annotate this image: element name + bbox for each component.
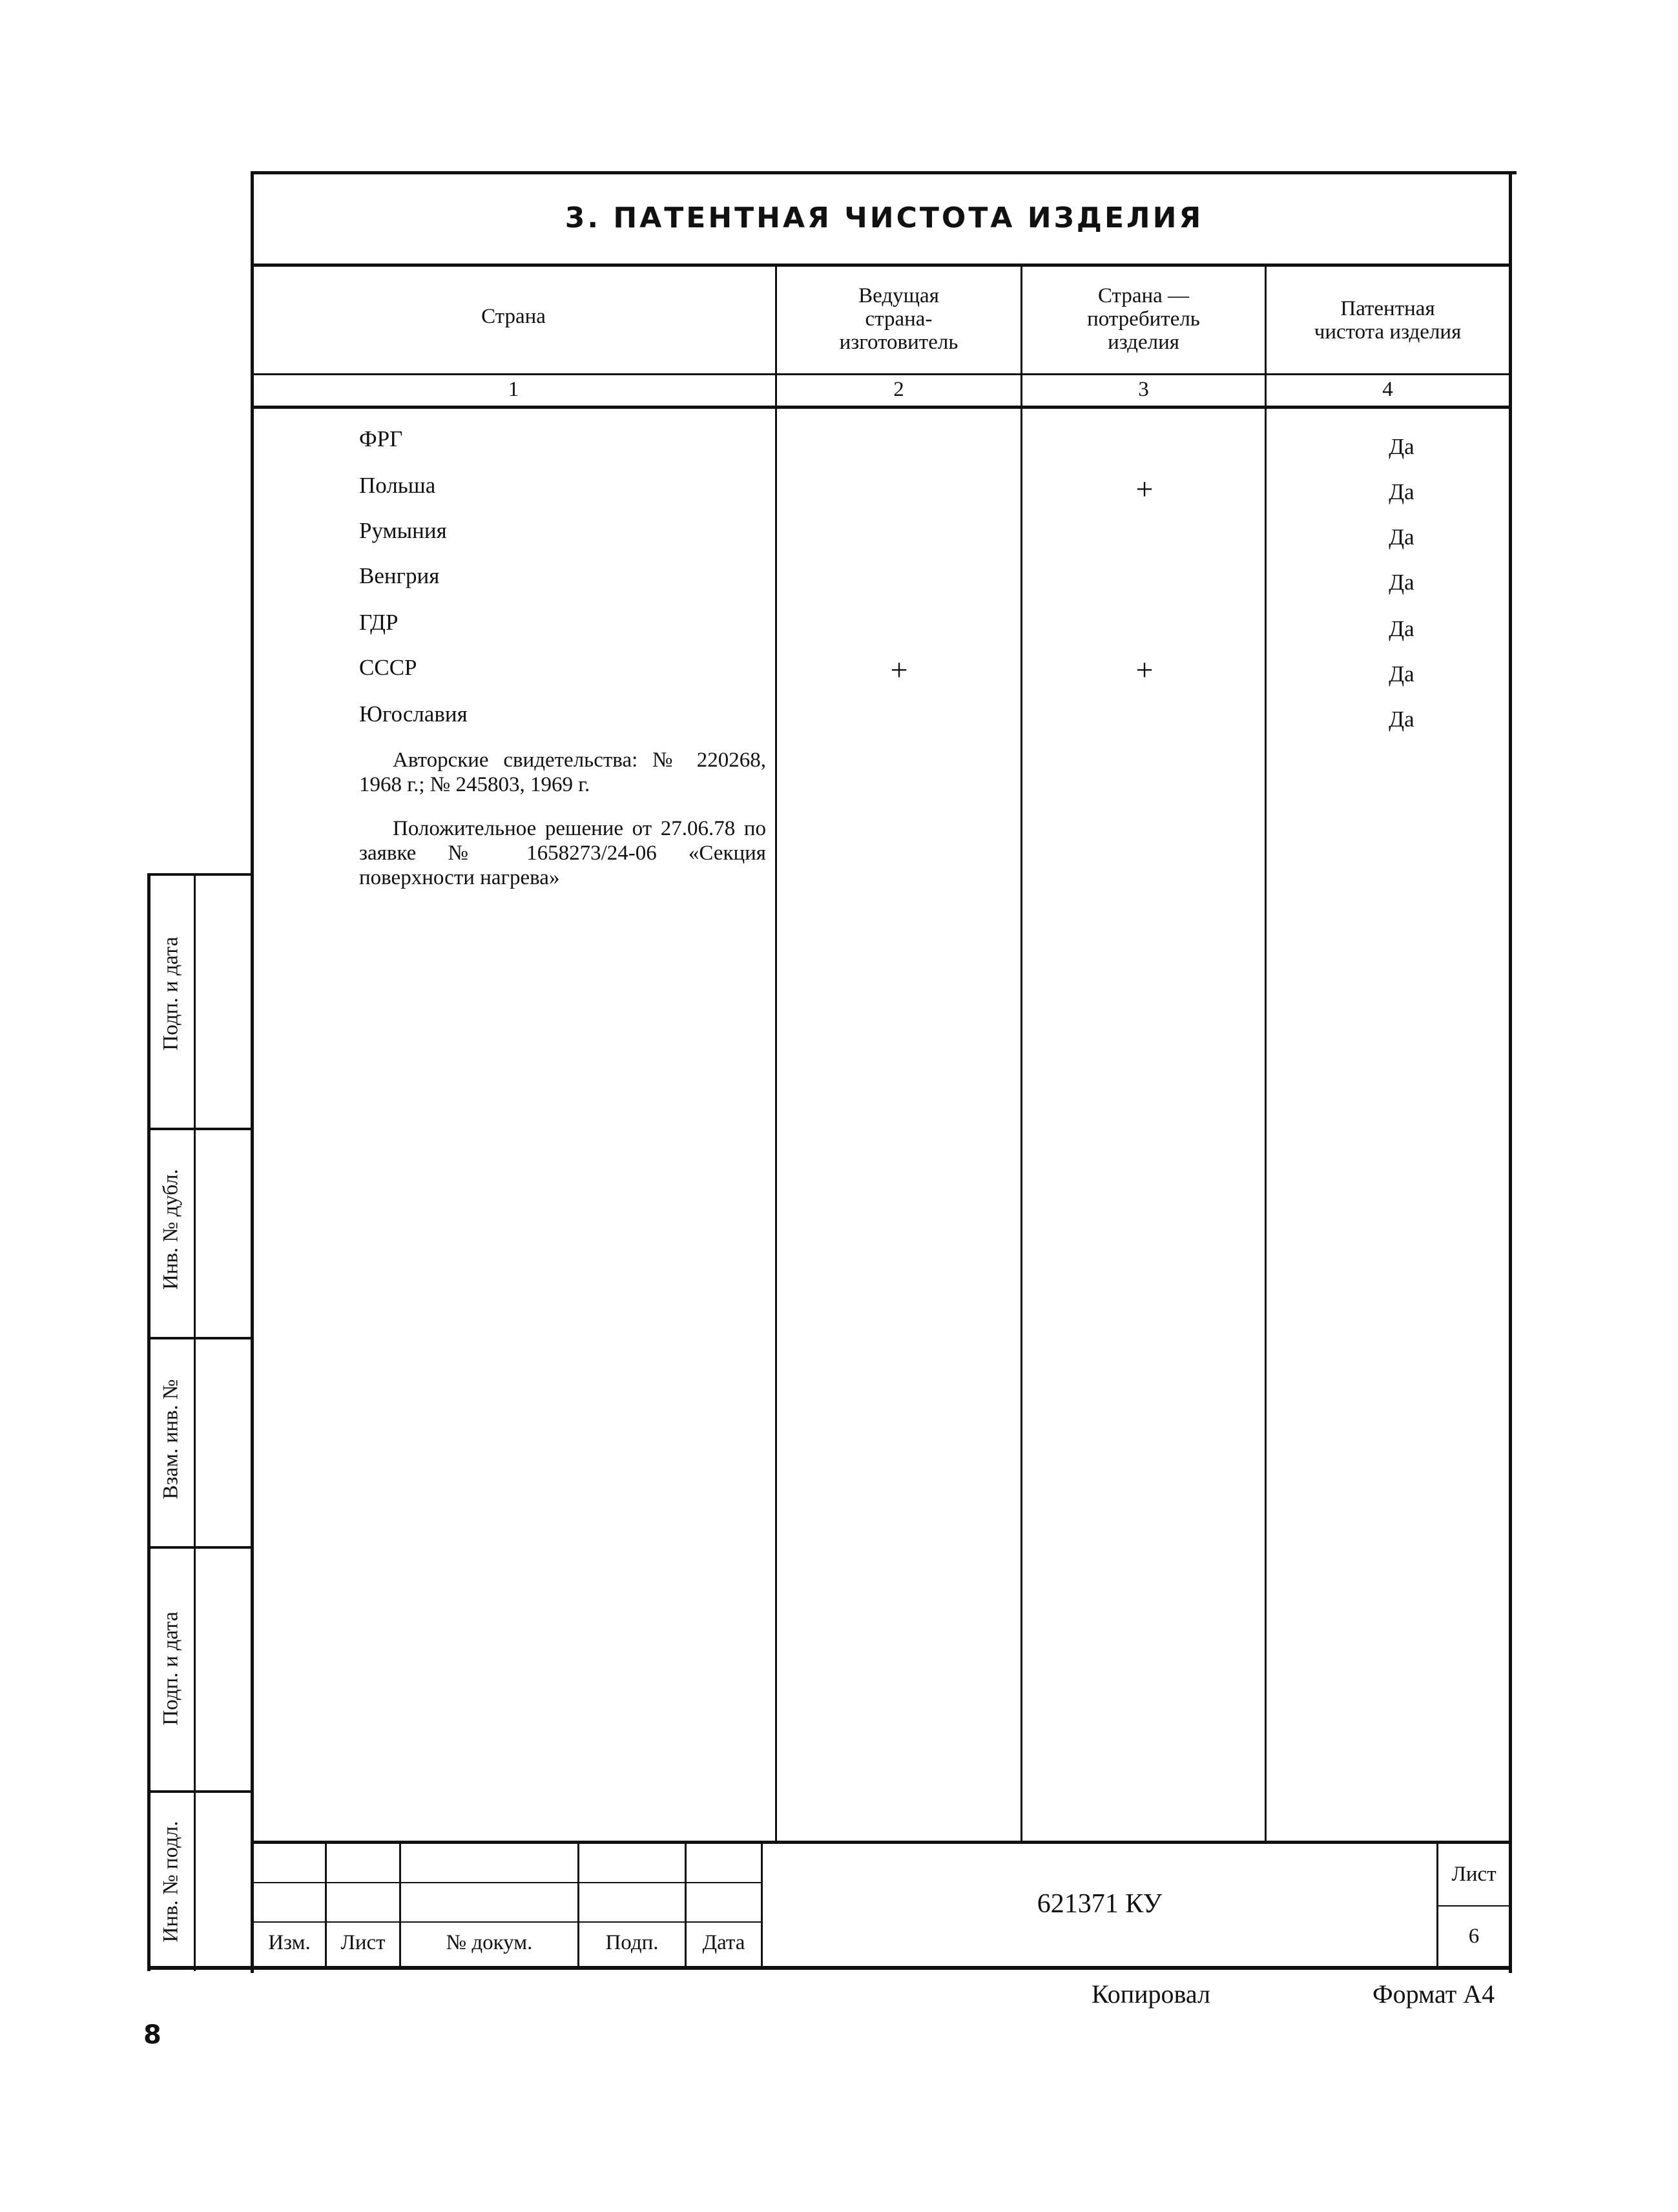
column-divider-3 bbox=[1265, 267, 1267, 1844]
note-certificates-text: Авторские свидетельства: № 220268, 1968 г.; № 245803, 1969 г. bbox=[359, 749, 766, 796]
header-consumer-text: Страна — потребитель изделия bbox=[1087, 284, 1200, 354]
header-country bbox=[252, 305, 775, 328]
title-block-row-1 bbox=[252, 1882, 762, 1883]
country-ussr: СССР bbox=[359, 655, 417, 680]
label-date: Дата bbox=[702, 1931, 745, 1954]
column-number-3: 3 bbox=[1138, 378, 1149, 401]
label-sheet: Лист bbox=[340, 1931, 386, 1954]
clean-frg: Да bbox=[1389, 434, 1414, 459]
note-decision bbox=[359, 816, 766, 890]
sheet-divider bbox=[1438, 1905, 1511, 1907]
note-decision-text: Положительное решение от 27.06.78 по заявке № 1658273/24-06 «Секция поверхности нагрева» bbox=[359, 817, 766, 889]
clean-ussr: Да bbox=[1389, 661, 1414, 687]
side-stamp-inv-dubl: Инв. № дубл. bbox=[159, 1169, 183, 1290]
label-signature: Подп. bbox=[605, 1931, 659, 1954]
frame-left-border bbox=[251, 171, 254, 1973]
clean-yugoslavia: Да bbox=[1389, 707, 1414, 732]
document-number: 621371 КУ bbox=[1037, 1889, 1163, 1919]
column-number-4: 4 bbox=[1382, 378, 1393, 401]
title-block-row-2 bbox=[252, 1921, 762, 1923]
clean-poland: Да bbox=[1389, 479, 1414, 504]
page-number: 8 bbox=[143, 2020, 161, 2050]
frame-top-border bbox=[252, 171, 1517, 174]
column-number-1: 1 bbox=[508, 378, 519, 401]
header-patent-clean-text: Патентная чистота изделия bbox=[1314, 297, 1462, 344]
side-stamp-signature-date-2: Подп. и дата bbox=[159, 1611, 183, 1726]
sheet-number: 6 bbox=[1468, 1925, 1480, 1948]
country-yugoslavia: Югославия bbox=[359, 701, 468, 727]
side-stamp-signature-date-1: Подп. и дата bbox=[159, 936, 183, 1051]
page-bottom-border bbox=[147, 1966, 1511, 1970]
label-change: Изм. bbox=[268, 1931, 311, 1954]
header-consumer bbox=[1022, 284, 1265, 354]
clean-romania: Да bbox=[1389, 524, 1414, 550]
country-hungary: Венгрия bbox=[359, 563, 440, 588]
frame-right-border bbox=[1509, 171, 1512, 1973]
header-patent-clean bbox=[1267, 297, 1509, 344]
side-stamp-inv-podl: Инв. № подл. bbox=[159, 1821, 183, 1943]
country-gdr: ГДР bbox=[359, 610, 399, 635]
header-manufacturer bbox=[777, 284, 1020, 354]
column-number-2: 2 bbox=[893, 378, 904, 401]
manufacturer-mark-ussr: + bbox=[890, 653, 908, 687]
section-title: 3. ПАТЕНТНАЯ ЧИСТОТА ИЗДЕЛИЯ bbox=[565, 202, 1204, 234]
header-manufacturer-text: Ведущая страна- изготовитель bbox=[839, 284, 958, 354]
column-divider-2 bbox=[1020, 267, 1022, 1844]
label-doc-number: № докум. bbox=[446, 1931, 533, 1954]
side-stamp-vzam-inv: Взам. инв. № bbox=[159, 1379, 183, 1500]
side-stamp-right-border bbox=[194, 873, 196, 1971]
column-number-divider bbox=[252, 406, 1511, 409]
header-divider bbox=[252, 373, 1511, 375]
column-divider-1 bbox=[775, 267, 777, 1844]
side-stamp-left-border bbox=[147, 873, 150, 1971]
country-poland: Польша bbox=[359, 473, 436, 498]
country-frg: ФРГ bbox=[359, 426, 403, 451]
header-country-text: Страна bbox=[481, 305, 546, 328]
footer-copied: Копировал bbox=[1092, 1979, 1210, 2009]
clean-hungary: Да bbox=[1389, 570, 1414, 595]
clean-gdr: Да bbox=[1389, 616, 1414, 641]
country-romania: Румыния bbox=[359, 518, 447, 543]
title-block-top bbox=[252, 1841, 1511, 1844]
consumer-mark-poland: + bbox=[1135, 472, 1154, 506]
consumer-mark-ussr: + bbox=[1135, 653, 1154, 687]
footer-format: Формат А4 bbox=[1372, 1979, 1495, 2009]
note-certificates bbox=[359, 748, 766, 797]
title-divider bbox=[252, 264, 1511, 267]
sheet-label: Лист bbox=[1451, 1863, 1497, 1886]
